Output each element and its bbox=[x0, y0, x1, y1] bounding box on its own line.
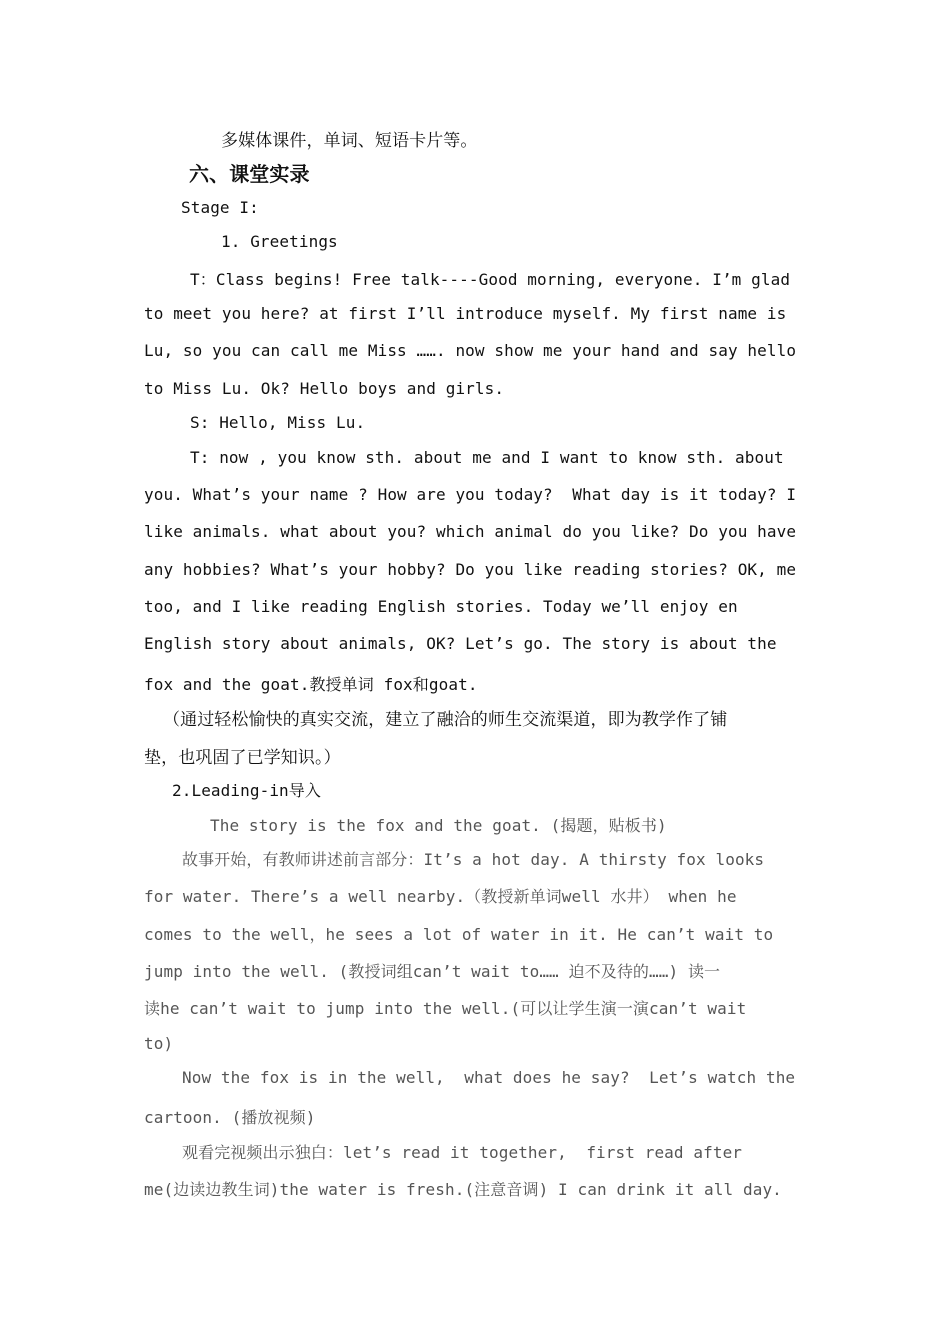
text-line: fox and the goat.教授单词 fox和goat. bbox=[144, 675, 478, 694]
greetings-subheading: 1. Greetings bbox=[221, 232, 338, 251]
text-line: 观看完视频出示独白：let’s read it together, first read after bbox=[182, 1143, 743, 1162]
text-line: English story about animals, OK? Let’s go. The story is about the bbox=[144, 634, 777, 653]
text-line: jump into the well. (教授词组can’t wait to…… 迫不及待的……) 读一 bbox=[144, 962, 721, 981]
text-line: T: now , you know sth. about me and I want to know sth. about bbox=[190, 448, 784, 467]
text-line: 故事开始，有教师讲述前言部分：It’s a hot day. A thirsty fox looks bbox=[182, 850, 765, 869]
text-line: for water. There’s a well nearby.（教授新单词well 水井） when he bbox=[144, 887, 737, 906]
materials-line: 多媒体课件，单词、短语卡片等。 bbox=[221, 131, 478, 151]
text-line: you. What’s your name ? How are you today? What day is it today? I bbox=[144, 485, 797, 504]
text-line: to) bbox=[144, 1034, 174, 1053]
text-line: me(边读边教生词)the water is fresh.(注意音调) I can drink it all day. bbox=[144, 1180, 782, 1199]
comment-line: 垫，也巩固了已学知识。） bbox=[144, 748, 341, 768]
text-line: to meet you here? at first I’ll introduce myself. My first name is bbox=[144, 304, 787, 323]
text-line: The story is the fox and the goat. (揭题，贴板书) bbox=[210, 816, 667, 835]
section-heading: 六、课堂实录 bbox=[189, 162, 310, 186]
text-line: Now the fox is in the well, what does he say? Let’s watch the bbox=[182, 1068, 796, 1087]
text-line: 读he can’t wait to jump into the well.(可以让学生演一演can’t wait bbox=[144, 999, 747, 1018]
text-line: too, and I like reading English stories. Today we’ll enjoy en bbox=[144, 597, 738, 616]
leading-in-subheading: 2.Leading-in导入 bbox=[172, 781, 321, 800]
text-line: like animals. what about you? which animal do you like? Do you have bbox=[144, 522, 797, 541]
text-line: S: Hello, Miss Lu. bbox=[190, 413, 366, 432]
text-line: to Miss Lu. Ok? Hello boys and girls. bbox=[144, 379, 505, 398]
text-line: Lu, so you can call me Miss ……. now show me your hand and say hello bbox=[144, 341, 797, 360]
text-line: T：Class begins! Free talk----Good morning, everyone. I’m glad bbox=[190, 270, 791, 289]
stage-label: Stage I: bbox=[181, 198, 259, 217]
text-line: any hobbies? What’s your hobby? Do you like reading stories? OK, me bbox=[144, 560, 797, 579]
text-line: cartoon. (播放视频) bbox=[144, 1108, 316, 1127]
comment-line: （通过轻松愉快的真实交流，建立了融洽的师生交流渠道，即为教学作了铺 bbox=[163, 710, 728, 730]
text-line: comes to the well，he sees a lot of water in it. He can’t wait to bbox=[144, 925, 774, 944]
